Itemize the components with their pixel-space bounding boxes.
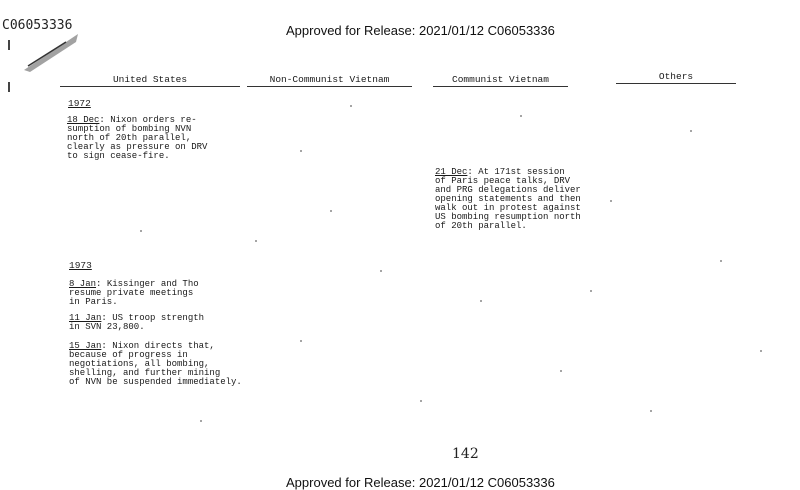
- approval-stamp-top: Approved for Release: 2021/01/12 C06053336: [286, 23, 555, 38]
- entry-text-line: of NVN be suspended immediately.: [69, 377, 242, 387]
- column-header-united-states: United States: [60, 74, 240, 87]
- chronology-entry-us-8-jan: [69, 280, 199, 307]
- entry-date: 8 Jan: [69, 279, 97, 289]
- column-header-others: Others: [616, 71, 736, 84]
- entry-text-line: of Paris peace talks, DRV: [435, 176, 571, 186]
- entry-date: 11 Jan: [69, 313, 102, 323]
- scan-edge-mark: [8, 40, 10, 50]
- entry-text-line: resume private meetings: [69, 288, 194, 298]
- chronology-entry-us-18-dec: [67, 116, 207, 161]
- scan-edge-mark: [8, 82, 10, 92]
- year-heading-1972: 1972: [68, 98, 91, 109]
- column-header-non-communist-vietnam: Non-Communist Vietnam: [247, 74, 412, 87]
- entry-text-line: : US troop strength: [101, 313, 205, 323]
- entry-text-line: sumption of bombing NVN: [67, 124, 192, 134]
- entry-text-line: US bombing resumption north: [435, 212, 581, 222]
- entry-text-line: walk out in protest against: [435, 203, 581, 213]
- entry-date: 15 Jan: [69, 341, 102, 351]
- page-number: 142: [452, 446, 479, 462]
- entry-text-line: to sign cease-fire.: [67, 151, 170, 161]
- chronology-entry-us-15-jan: [69, 342, 242, 387]
- scan-artifact-mark: [22, 32, 82, 72]
- entry-text-line: : Kissinger and Tho: [96, 279, 199, 289]
- entry-text-line: because of progress in: [69, 350, 188, 360]
- entry-text-line: in Paris.: [69, 297, 118, 307]
- year-heading-1973: 1973: [69, 260, 92, 271]
- entry-text-line: : Nixon orders re-: [99, 115, 197, 125]
- entry-date: 21 Dec: [435, 167, 468, 177]
- entry-text-line: north of 20th parallel,: [67, 133, 192, 143]
- approval-stamp-bottom: Approved for Release: 2021/01/12 C06053336: [286, 475, 555, 490]
- entry-text-line: negotiations, all bombing,: [69, 359, 210, 369]
- chronology-entry-cv-21-dec: [435, 168, 581, 231]
- entry-text-line: opening statements and then: [435, 194, 581, 204]
- entry-text-line: and PRG delegations deliver: [435, 185, 581, 195]
- chronology-entry-us-11-jan: [69, 314, 204, 332]
- entry-text-line: : Nixon directs that,: [101, 341, 215, 351]
- entry-text-line: in SVN 23,800.: [69, 322, 145, 332]
- entry-text-line: shelling, and further mining: [69, 368, 221, 378]
- document-id: C06053336: [2, 18, 73, 33]
- entry-text-line: clearly as pressure on DRV: [67, 142, 208, 152]
- column-header-communist-vietnam: Communist Vietnam: [433, 74, 568, 87]
- entry-text-line: of 20th parallel.: [435, 221, 527, 231]
- entry-text-line: : At 171st session: [467, 167, 565, 177]
- entry-date: 18 Dec: [67, 115, 100, 125]
